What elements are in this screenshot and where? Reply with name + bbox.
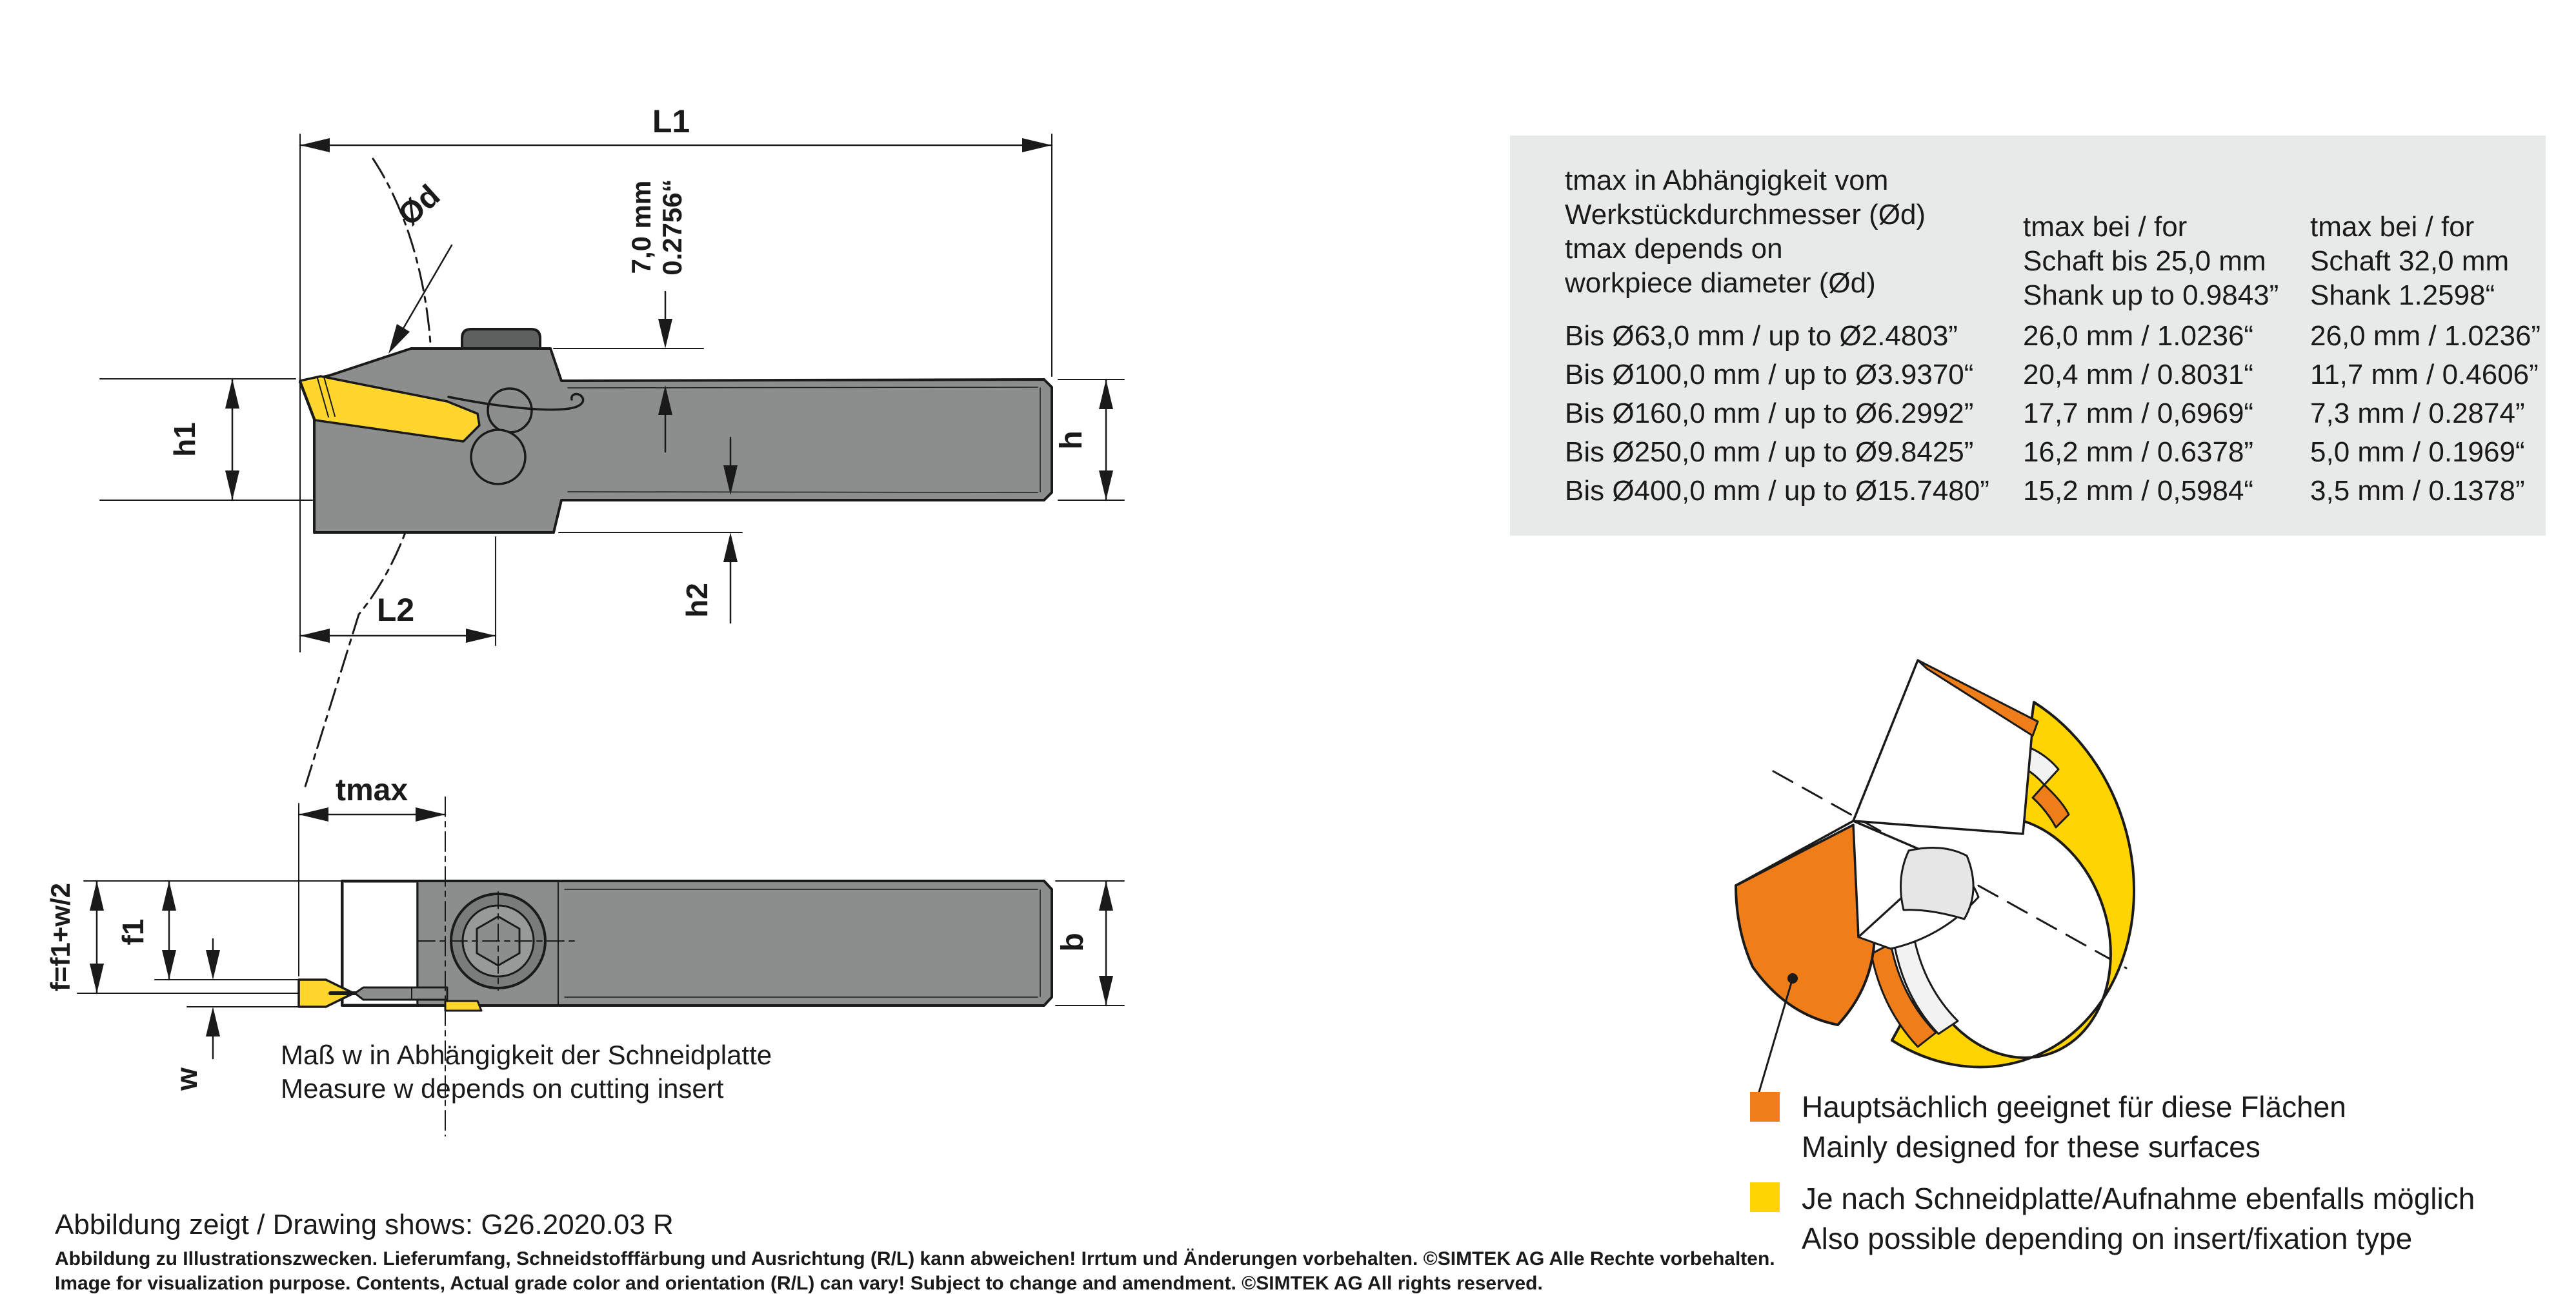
tmax-arrow-right xyxy=(416,807,445,822)
h2-label: h2 xyxy=(680,583,714,618)
l2-arrow-right xyxy=(466,629,496,643)
h2-arrow-up xyxy=(723,532,738,562)
f1-arrow-top xyxy=(162,881,176,911)
disclaimer-en: Image for visualization purpose. Contents, Actual grade color and orientation (R/L) can vary! Subject to change and amendment. ©SIMTEK AG All rights reserved. xyxy=(55,1273,1543,1294)
table-row-3-shank32: 7,3 mm / 0.2874” xyxy=(2310,398,2525,429)
tmax-arrow-left xyxy=(299,807,328,822)
f-label: f=f1+w/2 xyxy=(45,882,75,992)
table-row-5-shank32: 3,5 mm / 0.1378” xyxy=(2310,475,2525,507)
table-col2-header-line3: Shank up to 0.9843” xyxy=(2023,279,2279,311)
leader-line xyxy=(1759,978,1793,1092)
table-col3-header-line2: Schaft 32,0 mm xyxy=(2310,245,2510,277)
cut-face-vertical xyxy=(1853,660,2033,834)
b-label: b xyxy=(1056,933,1090,952)
tmax-table-panel xyxy=(1510,136,2546,536)
disclaimer-de: Abbildung zu Illustrationszwecken. Lieferumfang, Schneidstofffärbung und Ausrichtung (R/L) kann abweichen! Irrtum und Änderungen vorbehalten. ©SIMTEK AG Alle Rechte vorbehalten. xyxy=(55,1248,1775,1269)
clamp-lobe-lower xyxy=(471,430,525,484)
h1-arrow-top xyxy=(225,379,239,409)
table-col1-header-line3: tmax depends on xyxy=(1565,233,1783,265)
tool-body-side xyxy=(300,349,1052,532)
w-label: w xyxy=(170,1067,203,1091)
legend-primary-en: Mainly designed for these surfaces xyxy=(1802,1130,2260,1164)
legend-secondary-de: Je nach Schneidplatte/Aufnahme ebenfalls möglich xyxy=(1802,1182,2475,1215)
table-row-2-diameter: Bis Ø100,0 mm / up to Ø3.9370“ xyxy=(1565,359,1974,390)
side-view xyxy=(100,103,1124,789)
w-note-en: Measure w depends on cutting insert xyxy=(281,1073,724,1104)
l1-label: L1 xyxy=(652,103,690,139)
slot-tongue xyxy=(355,987,447,1000)
table-col1-header-line2: Werkstückdurchmesser (Ød) xyxy=(1565,199,1926,230)
table-col1-header-line4: workpiece diameter (Ød) xyxy=(1565,267,1876,299)
table-row-2-shank32: 11,7 mm / 0.4606” xyxy=(2310,359,2539,390)
clamp-screw-knob xyxy=(462,329,540,349)
h1-arrow-bottom xyxy=(225,470,239,500)
f-arrow-top xyxy=(90,881,104,911)
legend-swatch-orange xyxy=(1750,1092,1780,1122)
table-col2-header-line1: tmax bei / for xyxy=(2023,211,2188,243)
table-col3-header-line3: Shank 1.2598“ xyxy=(2310,279,2495,311)
w-note-de: Maß w in Abhängigkeit der Schneidplatte xyxy=(281,1040,772,1070)
shank-top-inner-line xyxy=(568,387,1038,388)
drawing-shows-line: Abbildung zeigt / Drawing shows: G26.2020.03 R xyxy=(55,1209,674,1240)
h1-label: h1 xyxy=(168,422,201,457)
f1-label: f1 xyxy=(116,918,150,945)
table-col3-header-line1: tmax bei / for xyxy=(2310,211,2475,243)
f1-arrow-bottom xyxy=(162,950,176,980)
legend-primary-de: Hauptsächlich geeignet für diese Flächen xyxy=(1802,1090,2346,1124)
f-arrow-bottom xyxy=(90,964,104,993)
h-arrow-top xyxy=(1099,379,1113,409)
table-col2-header-line2: Schaft bis 25,0 mm xyxy=(2023,245,2266,277)
l1-arrow-left xyxy=(300,138,330,152)
step-inch-label: 0.2756“ xyxy=(657,179,687,276)
table-row-1-shank32: 26,0 mm / 1.0236” xyxy=(2310,320,2541,352)
table-row-5-shank25: 15,2 mm / 0,5984“ xyxy=(2023,475,2254,507)
step-mm-label: 7,0 mm xyxy=(626,180,656,274)
table-row-4-shank25: 16,2 mm / 0.6378” xyxy=(2023,436,2254,468)
legend-swatch-yellow xyxy=(1750,1182,1780,1212)
w-arrow-up xyxy=(206,1007,220,1036)
table-col1-header-line1: tmax in Abhängigkeit vom xyxy=(1565,165,1889,196)
w-arrow-down xyxy=(206,950,220,980)
h-label: h xyxy=(1054,430,1089,450)
table-row-3-diameter: Bis Ø160,0 mm / up to Ø6.2992” xyxy=(1565,398,1974,429)
table-row-1-shank25: 26,0 mm / 1.0236“ xyxy=(2023,320,2254,352)
table-row-2-shank25: 20,4 mm / 0.8031“ xyxy=(2023,359,2254,390)
table-row-4-diameter: Bis Ø250,0 mm / up to Ø9.8425” xyxy=(1565,436,1974,468)
workpiece-3d xyxy=(1736,660,2134,1092)
h-arrow-bottom xyxy=(1099,470,1113,500)
clamp-lobe-upper xyxy=(488,389,532,432)
tmax-label: tmax xyxy=(335,773,408,807)
insert-lower-tab xyxy=(445,1001,481,1011)
groove-seat-gray xyxy=(1901,848,1974,920)
table-row-3-shank25: 17,7 mm / 0,6969“ xyxy=(2023,398,2254,429)
table-row-4-shank32: 5,0 mm / 0.1969“ xyxy=(2310,436,2525,468)
tool-body-top xyxy=(342,881,1052,1006)
diameter-label: Ød xyxy=(392,178,447,233)
l1-arrow-right xyxy=(1022,138,1052,152)
l2-arrow-left xyxy=(300,629,330,643)
l2-label: L2 xyxy=(376,592,415,628)
step-arrow-down xyxy=(658,319,672,349)
head-front-white xyxy=(344,883,416,1004)
legend-secondary-en: Also possible depending on insert/fixation type xyxy=(1802,1222,2413,1255)
table-row-5-diameter: Bis Ø400,0 mm / up to Ø15.7480” xyxy=(1565,475,1989,507)
b-arrow-top xyxy=(1099,881,1113,911)
b-arrow-bottom xyxy=(1099,976,1113,1006)
table-row-1-diameter: Bis Ø63,0 mm / up to Ø2.4803” xyxy=(1565,320,1958,352)
